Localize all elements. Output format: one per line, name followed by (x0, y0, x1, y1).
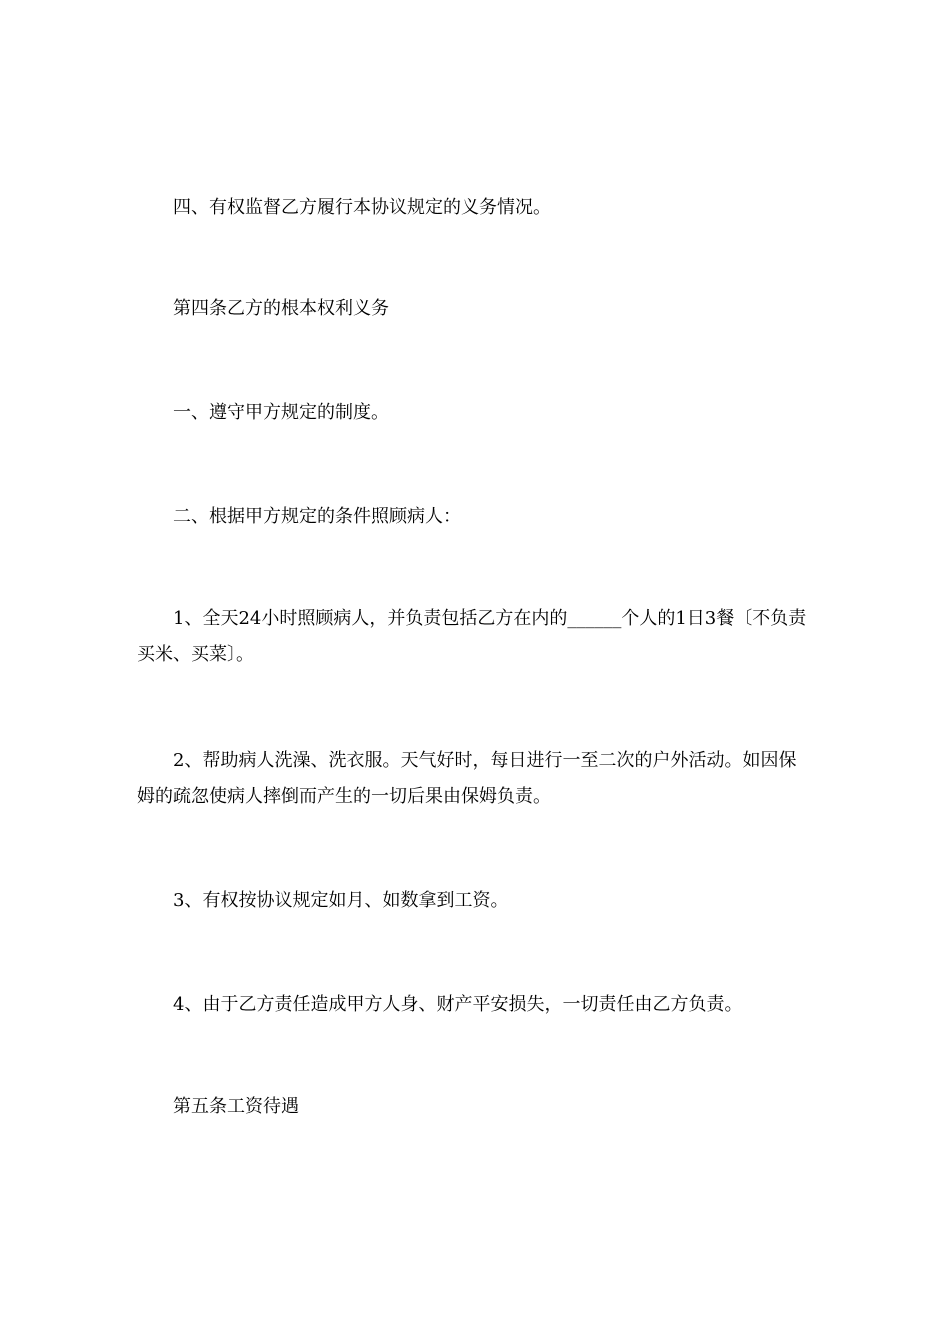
paragraph-item-3: 3、有权按协议规定如月、如数拿到工资。 (173, 890, 509, 911)
paragraph-item-4: 4、由于乙方责任造成甲方人身、财产平安损失，一切责任由乙方负责。 (173, 994, 743, 1015)
heading-article-five: 第五条工资待遇 (173, 1096, 299, 1117)
paragraph-right-four: 四、有权监督乙方履行本协议规定的义务情况。 (173, 197, 551, 218)
paragraph-item-1: 1、全天24小时照顾病人，并负责包括乙方在内的______个人的1日3餐〔不负责买米、买菜〕。 (137, 608, 807, 665)
paragraph-item-2: 2、帮助病人洗澡、洗衣服。天气好时，每日进行一至二次的户外活动。如因保姆的疏忽使病人摔倒而产生的一切后果由保姆负责。 (137, 750, 797, 807)
paragraph-duty-two: 二、根据甲方规定的条件照顾病人： (173, 506, 461, 527)
paragraph-duty-one: 一、遵守甲方规定的制度。 (173, 402, 389, 423)
heading-article-four: 第四条乙方的根本权利义务 (173, 298, 389, 319)
